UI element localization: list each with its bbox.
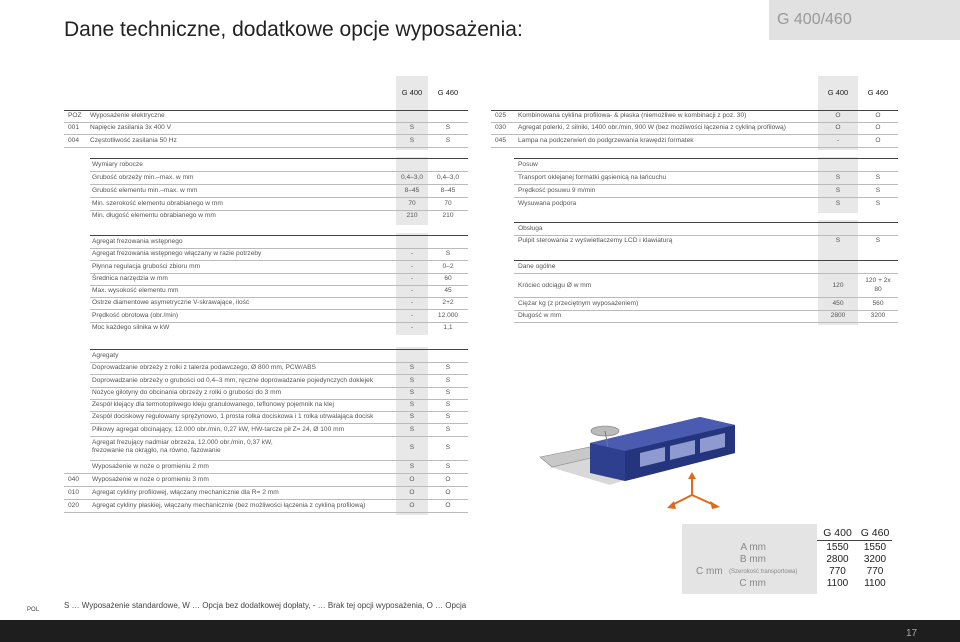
- rule: [90, 460, 468, 461]
- pos-code: 004: [68, 137, 80, 144]
- value-g460: S: [445, 401, 451, 408]
- legend: S … Wyposażenie standardowe, W … Opcja bez dodatkowej dopłaty, - … Brak tej opcji wyposażenia, O … Opcja: [64, 601, 467, 610]
- value-g400: O: [409, 489, 415, 496]
- row-desc: Częstotliwość zasilania 50 Hz: [90, 137, 177, 144]
- row-desc: Piłkowy agregat obcinający, 12.000 obr./min, 0,27 kW, HW-tarcze pił Z= 24, Ø 100 mm: [92, 426, 345, 433]
- table-row: [64, 488, 468, 498]
- value-g400: -: [836, 137, 840, 144]
- pos-code: 040: [68, 476, 80, 483]
- value-g400: 70: [408, 200, 416, 207]
- section-title: Agregaty: [92, 352, 119, 359]
- row-desc: Prędkość posuwu 9 m/min: [518, 187, 596, 194]
- rule: [514, 222, 898, 223]
- table-row: [514, 236, 898, 246]
- rule: [514, 273, 898, 274]
- pos-code: 030: [495, 124, 507, 131]
- rule: [514, 322, 898, 323]
- value-g400: S: [409, 444, 415, 451]
- value-g400: 450: [832, 300, 844, 307]
- value-g400: O: [835, 124, 841, 131]
- table-row: [491, 111, 898, 121]
- pos-header: POZ: [68, 112, 82, 119]
- value-g400: O: [835, 112, 841, 119]
- section-title: Wyposażenie elektryczne: [90, 112, 165, 119]
- col-header-g400: G 400: [827, 88, 849, 97]
- row-desc: Agregat frezowania wstępnego włączany w razie potrzeby: [92, 250, 262, 257]
- arrow-head: [688, 472, 696, 479]
- value-g460: S: [445, 377, 451, 384]
- table-row: [90, 274, 468, 284]
- dimension-g460: 3200: [863, 554, 887, 565]
- pos-code: 045: [495, 137, 507, 144]
- table-row: [64, 412, 468, 422]
- footer-bar: [0, 620, 960, 642]
- value-g460: O: [445, 489, 451, 496]
- value-g400: S: [409, 389, 415, 396]
- value-g460: S: [445, 250, 451, 257]
- rule: [514, 184, 898, 185]
- row-desc: Napięcie zasilania 3x 400 V: [90, 124, 172, 131]
- table-row: [64, 136, 468, 146]
- table-row: [90, 199, 468, 209]
- language-code: POL: [27, 607, 40, 613]
- section-title: Dane ogólne: [518, 263, 556, 270]
- rule: [817, 540, 892, 541]
- row-desc: Kombinowana cyklina profilowa- & płaska (niemożliwe w kombinacji z poz. 30): [518, 112, 747, 119]
- value-g400: S: [835, 187, 841, 194]
- row-desc: Zespół klejący dla termotopliwego kleju granulowanego, teflonowy pojemnik na klej: [92, 401, 334, 408]
- value-g460: S: [875, 200, 881, 207]
- row-desc-line2: frezowanie na okrągło, na równo, fazowanie: [92, 447, 221, 454]
- value-g460: 12.000: [437, 312, 459, 319]
- value-g400: S: [835, 237, 841, 244]
- dimension-g400: 770: [829, 566, 846, 577]
- value-g460: S: [445, 364, 451, 371]
- value-g400: -: [410, 250, 414, 257]
- table-row: [64, 400, 468, 410]
- row-desc: Grubość elementu min.–max. w mm: [92, 187, 198, 194]
- rule: [64, 134, 468, 135]
- page-title: Dane techniczne, dodatkowe opcje wyposażenia:: [64, 18, 523, 41]
- table-row: [90, 249, 468, 259]
- dimension-row: [682, 578, 892, 590]
- table-header-row: [64, 111, 468, 121]
- dimension-label: A mm: [740, 542, 766, 553]
- row-desc: Pulpit sterowania z wyświetlaczemy LCD i klawiaturą: [518, 237, 673, 244]
- row-desc: Grubość obrzeży min.–max. w mm: [92, 174, 194, 181]
- row-desc: Zespół dociskowy regulowany sprężynowo, 1 prosta rolka dociskowa i 1 rolka utrwalająca docisk: [92, 413, 374, 420]
- table-row: [64, 462, 468, 472]
- value-g460: 120 + 2x: [865, 277, 891, 284]
- dimension-label: B mm: [739, 554, 766, 565]
- col-header-g400: G 400: [401, 88, 423, 97]
- value-g400: 8–45: [404, 187, 420, 194]
- dimension-row: [682, 566, 892, 578]
- rule: [64, 499, 468, 500]
- value-g400: 210: [406, 212, 418, 219]
- value-g460: S: [445, 426, 451, 433]
- rule: [514, 260, 898, 261]
- value-g400: S: [409, 401, 415, 408]
- table-row: [90, 211, 468, 221]
- table-row: [64, 425, 468, 435]
- col-header-g460: G 460: [867, 88, 889, 97]
- machine-image: [530, 395, 750, 520]
- value-g400: S: [409, 413, 415, 420]
- pos-code: 001: [68, 124, 80, 131]
- rule: [64, 147, 468, 148]
- value-g400: S: [409, 426, 415, 433]
- value-g400: S: [409, 364, 415, 371]
- dimension-arrow: [672, 495, 692, 505]
- rule: [90, 423, 468, 424]
- section-title: Wymiary robocze: [92, 161, 143, 168]
- row-desc: Doprowadzanie obrzeży o grubości od 0,4–3 mm, ręczne doprowadzanie pojedynczych doklejek: [92, 377, 374, 384]
- value-g460: S: [445, 124, 451, 131]
- table-row: [90, 323, 468, 333]
- table-row: [64, 475, 468, 485]
- value-g400: 120: [832, 282, 844, 289]
- table-row: [90, 286, 468, 296]
- value-g400: O: [409, 476, 415, 483]
- table-row: [90, 311, 468, 321]
- value-g460: S: [875, 237, 881, 244]
- value-g460: S: [875, 187, 881, 194]
- dim-col-header-g460: G 460: [860, 527, 890, 539]
- value-g460: S: [445, 389, 451, 396]
- pos-code: 025: [495, 112, 507, 119]
- value-g460: S: [445, 137, 451, 144]
- section-title: Obsługa: [518, 225, 543, 232]
- dimension-g400: 1100: [826, 578, 849, 589]
- table-row: [90, 186, 468, 196]
- row-desc: Nożyce gilotyny do obcinania obrzeży z rolki o grubości do 3 mm: [92, 389, 282, 396]
- rule: [90, 235, 468, 236]
- rule: [90, 197, 468, 198]
- value-g460: 210: [442, 212, 454, 219]
- rule: [90, 436, 468, 437]
- value-g400: -: [410, 275, 414, 282]
- rule: [491, 134, 898, 135]
- rule: [64, 512, 468, 513]
- table-row: [514, 311, 898, 321]
- table-row: [514, 276, 898, 296]
- value-g400: -: [410, 263, 414, 270]
- pos-code: 020: [68, 502, 80, 509]
- value-g400: -: [410, 324, 414, 331]
- value-g460: S: [875, 174, 881, 181]
- section-title: Agregat frezowania wstępnego: [92, 238, 183, 245]
- value-g460: O: [875, 137, 881, 144]
- dimension-row: [682, 554, 892, 566]
- rule: [514, 297, 898, 298]
- value-g460: O: [875, 124, 881, 131]
- rule: [90, 374, 468, 375]
- row-desc: Średnica narzędzia w mm: [92, 275, 168, 282]
- dimension-g400: 1550: [826, 542, 849, 553]
- value-g460: O: [445, 502, 451, 509]
- value-g460: 60: [444, 275, 452, 282]
- row-desc: Agregat polerki, 2 silniki, 1400 obr./min, 900 W (bez możliwości łączenia z cykliną profilową): [518, 124, 786, 131]
- model-badge: G 400/460: [769, 0, 960, 40]
- value-g460: 45: [444, 287, 452, 294]
- value-g400: -: [410, 312, 414, 319]
- page-number: 17: [906, 628, 918, 639]
- row-desc: Wysuwana podpora: [518, 200, 577, 207]
- table-row: [90, 298, 468, 308]
- value-g460: 1,1: [443, 324, 453, 331]
- section-header: [90, 351, 468, 361]
- value-g460: 3200: [870, 312, 886, 319]
- table-row: [64, 376, 468, 386]
- table-row: [514, 186, 898, 196]
- section-header: [514, 262, 898, 272]
- table-row: [491, 123, 898, 133]
- value-g400: S: [409, 377, 415, 384]
- value-g460: O: [445, 476, 451, 483]
- row-desc: Agregat cykliny profilowej, włączany mechanicznie dla R= 2 mm: [92, 489, 279, 496]
- value-g400: S: [409, 463, 415, 470]
- dimension-label: C mm: [696, 566, 723, 577]
- value-g460: O: [875, 112, 881, 119]
- row-desc: Min. szerokość elementu obrabianego w mm: [92, 200, 223, 207]
- table-row: [514, 199, 898, 209]
- rule: [514, 197, 898, 198]
- dimension-g460: 770: [866, 566, 884, 577]
- row-desc: Moc każdego silnika w kW: [92, 324, 170, 331]
- value-g460: 560: [872, 300, 884, 307]
- value-g460: 0,4–3,0: [437, 174, 459, 181]
- table-row: [64, 388, 468, 398]
- rule: [90, 349, 468, 350]
- rule: [514, 171, 898, 172]
- value-g460: 8–45: [440, 187, 456, 194]
- row-desc: Prędkość obrotowa (obr./min): [92, 312, 179, 319]
- value-g400: O: [409, 502, 415, 509]
- table-row: [90, 173, 468, 183]
- rule: [90, 171, 468, 172]
- dimension-label: C mm: [739, 578, 766, 589]
- table-row: [64, 501, 468, 511]
- section-header: [514, 160, 898, 170]
- table-row: [64, 363, 468, 373]
- value-g460-line2: 80: [874, 286, 882, 293]
- rule: [514, 158, 898, 159]
- table-row: [514, 299, 898, 309]
- row-desc: Max. wysokość elementu mm: [92, 287, 179, 294]
- table-row: [64, 123, 468, 133]
- dimension-note: (Szerokość transportowa): [729, 569, 798, 575]
- rule: [90, 260, 468, 261]
- value-g400: S: [835, 200, 841, 207]
- arrow-head: [710, 501, 720, 509]
- row-desc: Min. długość elementu obrabianego w mm: [92, 212, 216, 219]
- rule: [64, 473, 468, 474]
- value-g460: 2+2: [442, 299, 454, 306]
- value-g400: S: [835, 174, 841, 181]
- value-g460: S: [445, 413, 451, 420]
- section-header: [514, 224, 898, 234]
- value-g400: S: [409, 124, 415, 131]
- value-g460: 70: [444, 200, 452, 207]
- rule: [90, 184, 468, 185]
- row-desc: Płynna regulacja grubości zbioru mm: [92, 263, 201, 270]
- dim-col-header-g400: G 400: [823, 527, 852, 539]
- value-g460: S: [445, 463, 451, 470]
- row-desc: Transport oklejanej formatki gąsienicą na łańcuchu: [518, 174, 667, 181]
- dimension-row: [682, 542, 892, 554]
- dimension-g460: 1100: [864, 578, 886, 589]
- rule: [491, 147, 898, 148]
- row-desc: Wyposażenie w noże o promieniu 2 mm: [92, 463, 209, 470]
- value-g460: S: [445, 444, 451, 451]
- row-desc: Agregat cykliny płaskiej, włączany mechanicznie (bez możliwości łączenia z cykliną profilową): [92, 502, 366, 509]
- value-g400: -: [410, 299, 414, 306]
- section-header: [90, 237, 468, 247]
- row-desc: Lampa na podczerwień do podgrzewania krawędzi formatek: [518, 137, 694, 144]
- row-desc: Króciec odciągu Ø w mm: [518, 282, 592, 289]
- row-desc: Doprowadzanie obrzeży z rolki z talerza podawczego, Ø 800 mm, PCW/ABS: [92, 364, 316, 371]
- rule: [90, 309, 468, 310]
- value-g400: -: [410, 287, 414, 294]
- row-desc: Ciężar kg (z przeciętnym wyposażeniem): [518, 300, 639, 307]
- section-header: [90, 160, 468, 170]
- value-g400: 2800: [830, 312, 846, 319]
- pos-code: 010: [68, 489, 80, 496]
- table-row: [514, 173, 898, 183]
- value-g400: S: [409, 137, 415, 144]
- row-desc: Wyposażenie w noże o promieniu 3 mm: [92, 476, 209, 483]
- arrow-head: [667, 501, 676, 509]
- rule: [90, 158, 468, 159]
- value-g460: 0–2: [442, 263, 454, 270]
- dimension-g460: 1550: [863, 542, 887, 553]
- table-row: [491, 136, 898, 146]
- col-header-g460: G 460: [437, 88, 459, 97]
- dimension-g400: 2800: [826, 554, 849, 565]
- row-desc: Agregat frezujący nadmiar obrzeża, 12.000 obr./min, 0,37 kW,: [92, 439, 273, 446]
- table-row: [90, 262, 468, 272]
- value-g400: 0,4–3,0: [401, 174, 423, 181]
- row-desc: Ostrze diamentowe asymetryczne V-skrawające, ilość: [92, 299, 250, 306]
- table-row: [64, 438, 468, 458]
- row-desc: Długość w mm: [518, 312, 562, 319]
- section-title: Posuw: [518, 161, 538, 168]
- rule: [64, 486, 468, 487]
